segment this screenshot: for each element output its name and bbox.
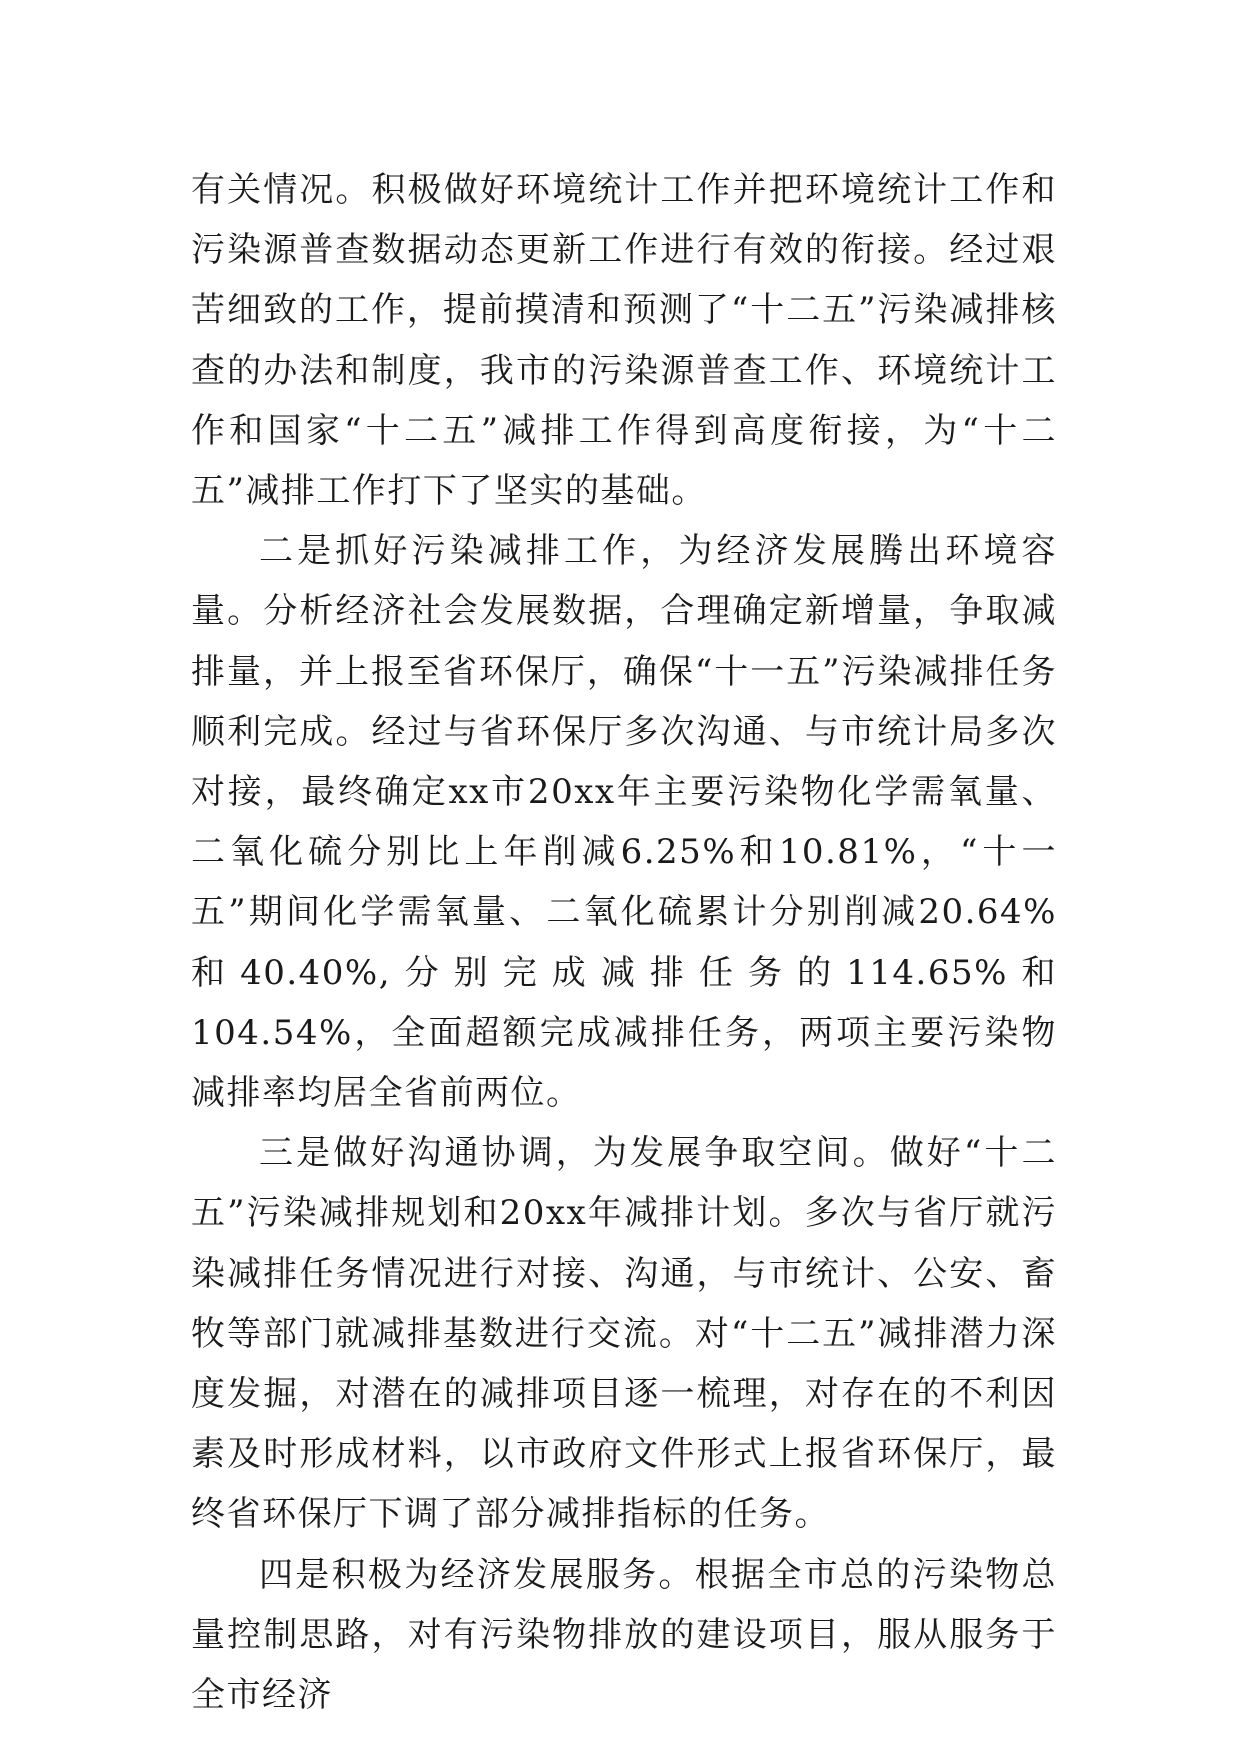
paragraph-point-two: 二是抓好污染减排工作，为经济发展腾出环境容量。分析经济社会发展数据，合理确定新增量，争取减排量，并上报至省环保厅，确保“十一五”污染减排任务顺利完成。经过与省环保厅多次沟通、与市统计局多次对接，最终确定xx市20xx年主要污染物化学需氧量、二氧化硫分别比上年削减6.25%和10.81%，“十一五”期间化学需氧量、二氧化硫累计分别削减20.64%和40.40%,分别完成减排任务的114.65%和104.54%，全面超额完成减排任务，两项主要污染物减排率均居全省前两位。 [191, 531, 1057, 1114]
paragraph-continuation: 有关情况。积极做好环境统计工作并把环境统计工作和污染源普查数据动态更新工作进行有效的衔接。经过艰苦细致的工作，提前摸清和预测了“十二五”污染减排核查的办法和制度，我市的污染源普查工作、环境统计工作和国家“十二五”减排工作得到高度衔接，为“十二五”减排工作打下了坚实的基础。 [191, 170, 1057, 512]
document-body [191, 160, 1057, 1725]
paragraph-point-three: 三是做好沟通协调，为发展争取空间。做好“十二五”污染减排规划和20xx年减排计划。多次与省厅就污染减排任务情况进行对接、沟通，与市统计、公安、畜牧等部门就减排基数进行交流。对“十二五”减排潜力深度发掘，对潜在的减排项目逐一梳理，对存在的不利因素及时形成材料，以市政府文件形式上报省环保厅，最终省环保厅下调了部分减排指标的任务。 [191, 1133, 1057, 1535]
paragraph-point-four: 四是积极为经济发展服务。根据全市总的污染物总量控制思路，对有污染物排放的建设项目，服从服务于全市经济 [191, 1554, 1057, 1716]
